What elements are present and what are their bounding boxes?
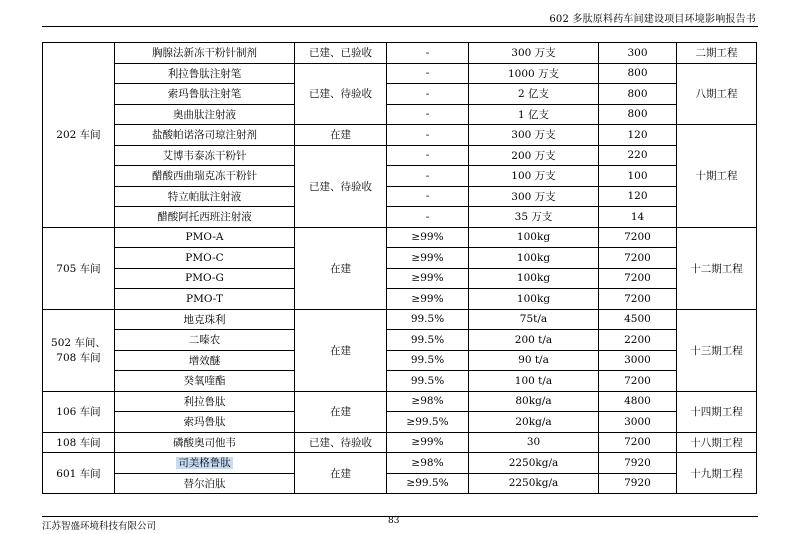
table-row xyxy=(43,289,757,310)
product-cell xyxy=(115,227,295,248)
purity-cell: ≥98% xyxy=(387,391,469,412)
purity-cell: - xyxy=(387,63,469,84)
table-row xyxy=(43,63,757,84)
purity-cell: - xyxy=(387,207,469,228)
purity-cell: ≥99% xyxy=(387,268,469,289)
batches-cell: 3000 xyxy=(599,350,677,371)
purity-cell: - xyxy=(387,104,469,125)
product-cell xyxy=(115,166,295,187)
product-cell xyxy=(115,84,295,105)
table-row xyxy=(43,432,757,453)
capacity-cell: 20kg/a xyxy=(469,412,599,433)
capacity-cell: 300 万支 xyxy=(469,43,599,64)
footer-divider xyxy=(42,516,758,517)
batches-cell: 7920 xyxy=(599,453,677,474)
product-name: 地克珠利 xyxy=(183,313,226,326)
table-row xyxy=(43,186,757,207)
table-row xyxy=(43,145,757,166)
product-cell xyxy=(115,125,295,146)
capacity-cell: 100 万支 xyxy=(469,166,599,187)
purity-cell: - xyxy=(387,145,469,166)
product-name: 特立帕肽注射液 xyxy=(167,190,242,203)
product-name: PMO-T xyxy=(186,292,223,305)
batches-cell: 4800 xyxy=(599,391,677,412)
batches-cell: 7200 xyxy=(599,248,677,269)
capacity-cell: 300 万支 xyxy=(469,125,599,146)
product-cell xyxy=(115,412,295,433)
product-cell xyxy=(115,473,295,494)
status-cell: 已建、待验收 xyxy=(295,63,387,125)
product-cell xyxy=(115,453,295,474)
product-cell xyxy=(115,268,295,289)
phase-cell: 十期工程 xyxy=(677,125,757,228)
phase-cell: 八期工程 xyxy=(677,63,757,125)
batches-cell: 7200 xyxy=(599,268,677,289)
phase-cell: 十四期工程 xyxy=(677,391,757,432)
product-name: 利拉鲁肽注射笔 xyxy=(167,67,242,80)
batches-cell: 7200 xyxy=(599,289,677,310)
product-cell xyxy=(115,207,295,228)
product-name: 索玛鲁肽 xyxy=(183,416,226,429)
product-name: 二嗪农 xyxy=(188,334,221,347)
phase-cell: 十三期工程 xyxy=(677,309,757,391)
purity-cell: ≥99% xyxy=(387,227,469,248)
table-row xyxy=(43,248,757,269)
product-cell xyxy=(115,104,295,125)
table-row xyxy=(43,268,757,289)
table-row xyxy=(43,207,757,228)
status-cell: 已建、已验收 xyxy=(295,43,387,64)
table-row xyxy=(43,227,757,248)
batches-cell: 7920 xyxy=(599,473,677,494)
batches-cell: 7200 xyxy=(599,227,677,248)
product-name: 司美格鲁肽 xyxy=(178,457,231,470)
batches-cell: 220 xyxy=(599,145,677,166)
batches-cell: 800 xyxy=(599,63,677,84)
batches-cell: 120 xyxy=(599,186,677,207)
purity-cell: 99.5% xyxy=(387,371,469,392)
capacity-cell: 100kg xyxy=(469,268,599,289)
purity-cell: ≥99.5% xyxy=(387,473,469,494)
batches-cell: 3000 xyxy=(599,412,677,433)
product-cell xyxy=(115,248,295,269)
header-divider xyxy=(42,26,758,27)
table-row xyxy=(43,43,757,64)
purity-cell: - xyxy=(387,43,469,64)
capacity-cell: 200 万支 xyxy=(469,145,599,166)
product-cell xyxy=(115,330,295,351)
purity-cell: - xyxy=(387,84,469,105)
table-row xyxy=(43,330,757,351)
product-name: PMO-G xyxy=(185,272,224,285)
batches-cell: 120 xyxy=(599,125,677,146)
product-name: 醋酸阿托西班注射液 xyxy=(157,211,252,224)
batches-cell: 7200 xyxy=(599,371,677,392)
workshop-cell: 202 车间 xyxy=(43,43,115,228)
status-cell: 在建 xyxy=(295,227,387,309)
purity-cell: 99.5% xyxy=(387,330,469,351)
product-cell xyxy=(115,309,295,330)
capacity-cell: 80kg/a xyxy=(469,391,599,412)
product-name: PMO-C xyxy=(185,251,224,264)
table-row xyxy=(43,412,757,433)
product-cell xyxy=(115,43,295,64)
capacity-cell: 2250kg/a xyxy=(469,473,599,494)
product-cell xyxy=(115,371,295,392)
batches-cell: 7200 xyxy=(599,432,677,453)
product-cell xyxy=(115,391,295,412)
product-cell xyxy=(115,63,295,84)
purity-cell: 99.5% xyxy=(387,309,469,330)
status-cell: 在建 xyxy=(295,309,387,391)
capacity-cell: 1000 万支 xyxy=(469,63,599,84)
table-row xyxy=(43,104,757,125)
product-cell xyxy=(115,432,295,453)
workshop-cell: 601 车间 xyxy=(43,453,115,494)
capacity-cell: 100kg xyxy=(469,248,599,269)
workshop-cell: 106 车间 xyxy=(43,391,115,432)
batches-cell: 800 xyxy=(599,84,677,105)
capacity-cell: 75t/a xyxy=(469,309,599,330)
batches-cell: 4500 xyxy=(599,309,677,330)
table-row xyxy=(43,371,757,392)
capacity-cell: 300 万支 xyxy=(469,186,599,207)
phase-cell: 十二期工程 xyxy=(677,227,757,309)
capacity-cell: 1 亿支 xyxy=(469,104,599,125)
purity-cell: ≥99% xyxy=(387,248,469,269)
product-name: 增效醚 xyxy=(188,354,221,367)
product-name: 利拉鲁肽 xyxy=(183,395,226,408)
product-name: 磷酸奥司他韦 xyxy=(173,436,236,449)
table-row xyxy=(43,473,757,494)
purity-cell: ≥99% xyxy=(387,289,469,310)
batches-cell: 2200 xyxy=(599,330,677,351)
status-cell: 已建、待验收 xyxy=(295,432,387,453)
product-name: 索玛鲁肽注射笔 xyxy=(167,88,242,101)
capacity-cell: 90 t/a xyxy=(469,350,599,371)
product-name: 醋酸西曲瑞克冻干粉针 xyxy=(152,170,257,183)
product-name: 替尔泊肽 xyxy=(183,477,226,490)
status-cell: 在建 xyxy=(295,453,387,494)
capacity-cell: 200 t/a xyxy=(469,330,599,351)
project-table xyxy=(42,42,757,494)
status-cell: 在建 xyxy=(295,391,387,432)
product-name: 胸腺法新冻干粉针制剂 xyxy=(152,47,257,60)
workshop-cell: 502 车间、 708 车间 xyxy=(43,309,115,391)
purity-cell: - xyxy=(387,166,469,187)
phase-cell: 二期工程 xyxy=(677,43,757,64)
capacity-cell: 30 xyxy=(469,432,599,453)
table-row xyxy=(43,453,757,474)
product-name: 癸氧喹酯 xyxy=(183,375,226,388)
workshop-cell: 108 车间 xyxy=(43,432,115,453)
table-row xyxy=(43,125,757,146)
purity-cell: ≥98% xyxy=(387,453,469,474)
product-name: 艾博韦泰冻干粉针 xyxy=(162,149,247,162)
phase-cell: 十八期工程 xyxy=(677,432,757,453)
batches-cell: 14 xyxy=(599,207,677,228)
capacity-cell: 2 亿支 xyxy=(469,84,599,105)
product-name: PMO-A xyxy=(185,231,224,244)
capacity-cell: 2250kg/a xyxy=(469,453,599,474)
page-number: 83 xyxy=(388,516,400,526)
product-name: 盐酸帕诺洛司琼注射剂 xyxy=(152,129,257,142)
status-cell: 在建 xyxy=(295,125,387,146)
workshop-cell: 705 车间 xyxy=(43,227,115,309)
page-header-title: 602 多肽原料药车间建设项目环境影响报告书 xyxy=(549,14,756,25)
purity-cell: 99.5% xyxy=(387,350,469,371)
status-cell: 已建、待验收 xyxy=(295,145,387,227)
batches-cell: 300 xyxy=(599,43,677,64)
capacity-cell: 35 万支 xyxy=(469,207,599,228)
product-cell xyxy=(115,350,295,371)
batches-cell: 800 xyxy=(599,104,677,125)
phase-cell: 十九期工程 xyxy=(677,453,757,494)
capacity-cell: 100 t/a xyxy=(469,371,599,392)
product-cell xyxy=(115,186,295,207)
product-cell xyxy=(115,145,295,166)
table-row xyxy=(43,391,757,412)
capacity-cell: 100kg xyxy=(469,289,599,310)
batches-cell: 100 xyxy=(599,166,677,187)
purity-cell: - xyxy=(387,125,469,146)
table-row xyxy=(43,309,757,330)
purity-cell: - xyxy=(387,186,469,207)
purity-cell: ≥99.5% xyxy=(387,412,469,433)
purity-cell: ≥99% xyxy=(387,432,469,453)
product-name: 奥曲肽注射液 xyxy=(173,108,236,121)
capacity-cell: 100kg xyxy=(469,227,599,248)
table-row xyxy=(43,166,757,187)
table-row xyxy=(43,84,757,105)
footer-company: 江苏智盛环境科技有限公司 xyxy=(42,521,157,532)
table-row xyxy=(43,350,757,371)
product-cell xyxy=(115,289,295,310)
